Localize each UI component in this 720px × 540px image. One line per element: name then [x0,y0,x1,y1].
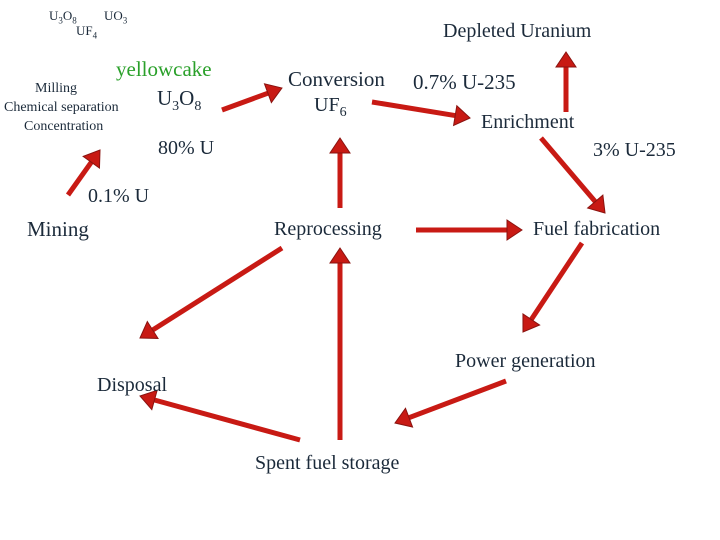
arrow-reprocessing-to-fabrication [416,220,522,240]
conversion-label: Conversion [288,67,385,91]
arrow-enrichment-to-depleted-head [556,52,576,67]
milling-percent: 80% U [158,137,215,159]
arrow-conversion-to-enrichment-shaft [372,102,455,116]
arrow-fabrication-to-power-shaft [531,243,582,319]
arrow-reprocessing-to-disposal [140,248,282,338]
arrow-conversion-to-enrichment [372,102,470,125]
uf4-formula: $UF_4$ [76,23,98,41]
u3o8-formula: $U_3O_8$ [157,86,202,115]
concentration-label: Concentration [24,119,104,134]
arrow-storage-to-reprocessing-head [330,248,350,263]
arrow-reprocessing-to-conversion-head [330,138,350,153]
disposal-label: Disposal [97,374,167,396]
arrow-reprocessing-to-conversion [330,138,350,208]
arrow-enrichment-to-fabrication-shaft [541,138,595,202]
u3o8-small-formula: $U_3O_8$ [49,8,77,26]
milling-label: Milling [35,81,78,96]
uo3-formula: $UO_3$ [104,8,128,26]
mining-label: Mining [27,217,89,241]
arrow-fabrication-to-power [523,243,582,332]
spent-fuel-storage-label: Spent fuel storage [255,452,400,474]
power-generation-label: Power generation [455,350,596,372]
arrow-power-to-storage-shaft [409,381,506,418]
arrow-reprocessing-to-fabrication-head [507,220,522,240]
enrichment-label: Enrichment [481,111,575,133]
uf6-formula: $UF_6$ [314,94,347,120]
arrow-enrichment-to-depleted [556,52,576,112]
arrow-storage-to-disposal [140,390,300,440]
enrichment-percent: 3% U-235 [593,139,676,161]
depleted-uranium-label: Depleted Uranium [443,20,592,42]
arrow-milling-to-conversion [222,84,282,110]
chemical-separation-label: Chemical separation [4,100,119,115]
arrow-storage-to-reprocessing [330,248,350,440]
arrow-reprocessing-to-disposal-shaft [153,248,282,330]
conversion-percent: 0.7% U-235 [413,70,516,94]
fuel-fabrication-label: Fuel fabrication [533,218,661,240]
arrow-conversion-to-enrichment-head [454,106,470,126]
arrow-storage-to-disposal-shaft [154,400,300,440]
reprocessing-label: Reprocessing [274,218,382,240]
yellowcake-label: yellowcake [116,57,212,81]
mining-percent: 0.1% U [88,185,150,207]
arrow-power-to-storage [395,381,506,427]
arrow-milling-to-conversion-shaft [222,93,268,110]
